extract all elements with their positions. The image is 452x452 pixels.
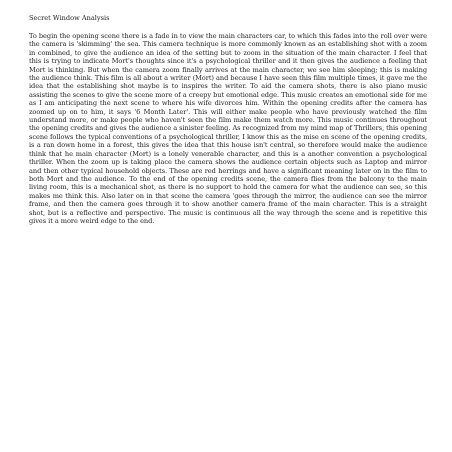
- document-title: Secret Window Analysis: [29, 14, 110, 22]
- document-page: [29, 14, 427, 225]
- document-body-paragraph: To begin the opening scene there is a fade in to view the main characters car, to which this fades into the roll over were the camera is 'skimming' the sea. This camera technique is more commonly known as an establishing shot with a zoom in combined, to give the audience an idea of the setting but to zoom in the situation of the main character. I feel that this is trying to indicate Mort's thoughts since it's a psychological thriller and it then gives the audience a feeling that Mort is thinking. But when the camera zoom finally arrives at the main character, we see him sleeping; this is making the audience think. This film is all about a writer (Mort) and because I have seen this film multiple times, it gave me the idea that the establishing shot maybe is to inspires the writer. To aid the camera shots, there is also piano music assisting the scenes to give the scene more of a creepy but emotional edge. This music creates an emotional side for me as I am anticipating the next scene to where his wife divorces him. Within the opening credits after the camera has zoomed up on to him, it says '6 Month Later'. This will either make people who have previously watched the film understand more, or make people who haven't seen the film make them watch more. This music continues throughout the opening credits and gives the audience a sinister feeling. As recognized from my mind map of Thrillers, this opening scene follows the typical conventions of a psychological thriller, I know this as the mise en scene of the opening credits, is a ran down home in a forest, this gives the idea that this house isn't central, so therefore would make the audience think that he main character (Mort) is a lonely venerable character, and this is a another convention a psychological thriller. When the zoom up is taking place the camera shows the audience certain objects such as Laptop and mirror and then other typical household objects. These are red herrings and have a significant meaning later on in the film to both Mort and the audience. To the end of the opening credits scene, the camera flies from the balcony to the main living room, this is a mechanical shot, as there is no support to hold the camera for what the audience can see, so this makes me think this. Also later on in that scene the camera 'goes through the mirror, the audience can see the mirror frame, and then the camera goes through it to show another camera frame of the main character. This is a straight shot, but is a reflective and perspective. The music is continuous all the way through the scene and is repetitive this gives it a more weird edge to the end.: [29, 32, 427, 225]
